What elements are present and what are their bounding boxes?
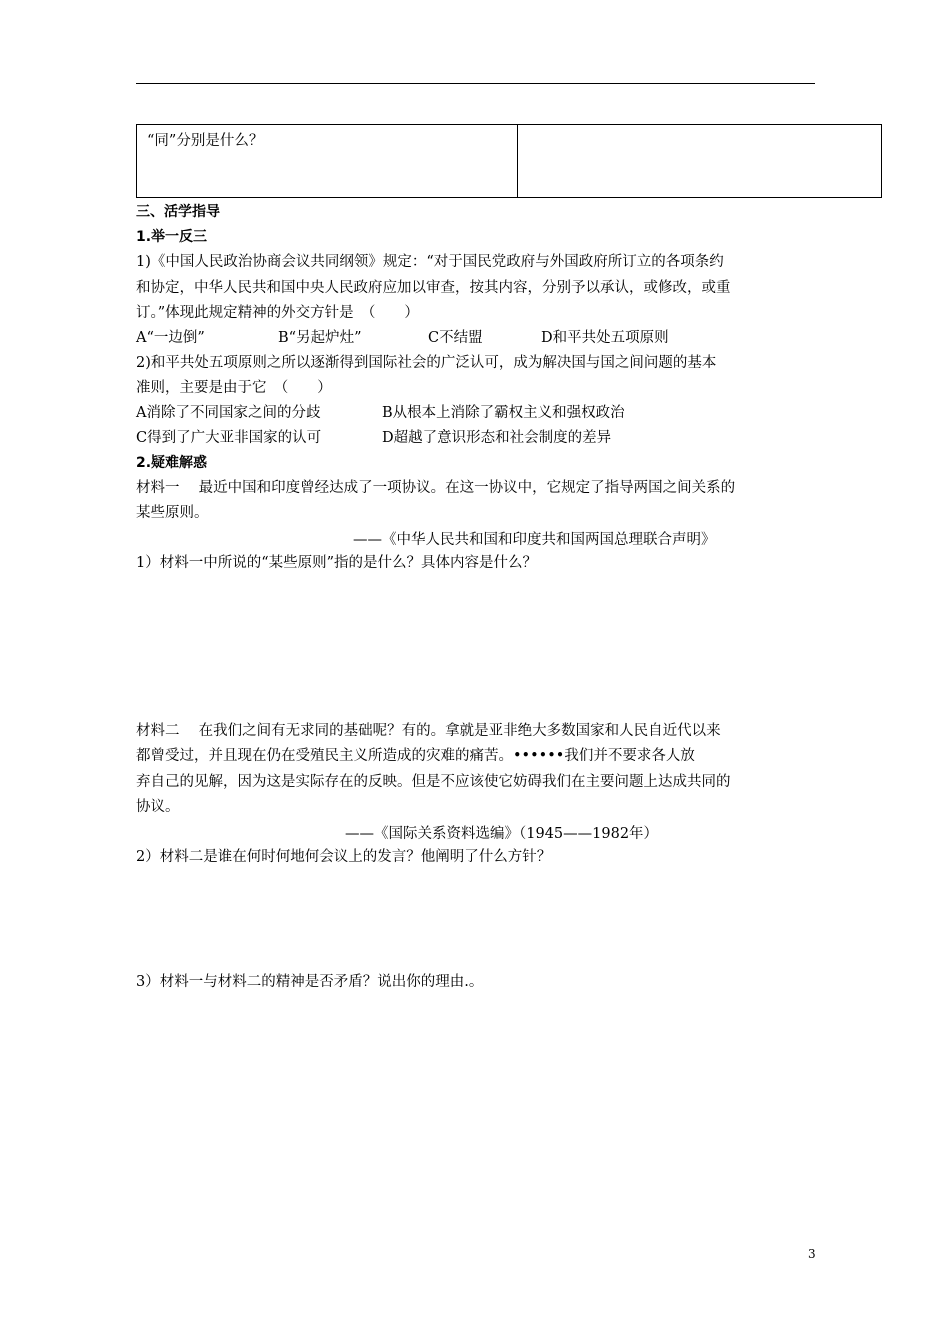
q1-option-d: D和平共处五项原则 [541,330,669,346]
material1-line-2: 某些原则。 [136,505,209,521]
q2-line-2: 准则，主要是由于它 （ ） [136,380,332,396]
q2-line-1: 2)和平共处五项原则之所以逐渐得到国际社会的广泛认可，成为解决国与国之间问题的基本 [136,355,717,371]
subsection-title-2: 2.疑难解惑 [136,455,208,471]
material2-source: ——《国际关系资料选编》（1945——1982年） [345,826,659,842]
q1-line-1: 1)《中国人民政治协商会议共同纲领》规定：“对于国民党政府与外国政府所订立的各项条约 [136,254,724,270]
q1-option-b: B“另起炉灶” [278,330,362,346]
q1-option-a: A“一边倒” [136,330,205,346]
material1-source: ——《中华人民共和国和印度共和国两国总理联合声明》 [353,532,716,548]
header-rule [136,83,815,84]
page-number: 3 [808,1247,816,1261]
q1-line-2: 和协定，中华人民共和国中央人民政府应加以审查，按其内容，分别予以承认，或修改，或重 [136,280,731,296]
material1-question: 1）材料一中所说的“某些原则”指的是什么？具体内容是什么？ [136,555,538,571]
q3-question: 3）材料一与材料二的精神是否矛盾？说出你的理由.。 [136,974,484,990]
answer-table [136,124,882,198]
q2-option-b: B从根本上消除了霸权主义和强权政治 [382,405,625,421]
material2-line-1: 材料二 在我们之间有无求同的基础呢？有的。拿就是亚非绝大多数国家和人民自近代以来 [136,723,721,739]
table-divider [517,125,518,197]
q2-option-c: C得到了广大亚非国家的认可 [136,430,322,446]
material2-line-3: 弃自己的见解，因为这是实际存在的反映。但是不应该使它妨碍我们在主要问题上达成共同的 [136,774,731,790]
q2-option-d: D超越了意识形态和社会制度的差异 [382,430,612,446]
q1-line-3: 订。”体现此规定精神的外交方针是 （ ） [136,305,419,321]
material2-question: 2）材料二是谁在何时何地何会议上的发言？他阐明了什么方针？ [136,849,552,865]
q1-option-c: C不结盟 [428,330,483,346]
material2-line-2: 都曾受过，并且现在仍在受殖民主义所造成的灾难的痛苦。••••••我们并不要求各人放 [136,748,695,764]
section-title: 三、活学指导 [136,204,220,220]
material2-line-4: 协议。 [136,799,180,815]
subsection-title-1: 1.举一反三 [136,229,208,245]
material1-line-1: 材料一 最近中国和印度曾经达成了一项协议。在这一协议中，它规定了指导两国之间关系的 [136,480,736,496]
table-left-cell: “同”分别是什么？ [147,133,264,149]
q2-option-a: A消除了不同国家之间的分歧 [136,405,321,421]
